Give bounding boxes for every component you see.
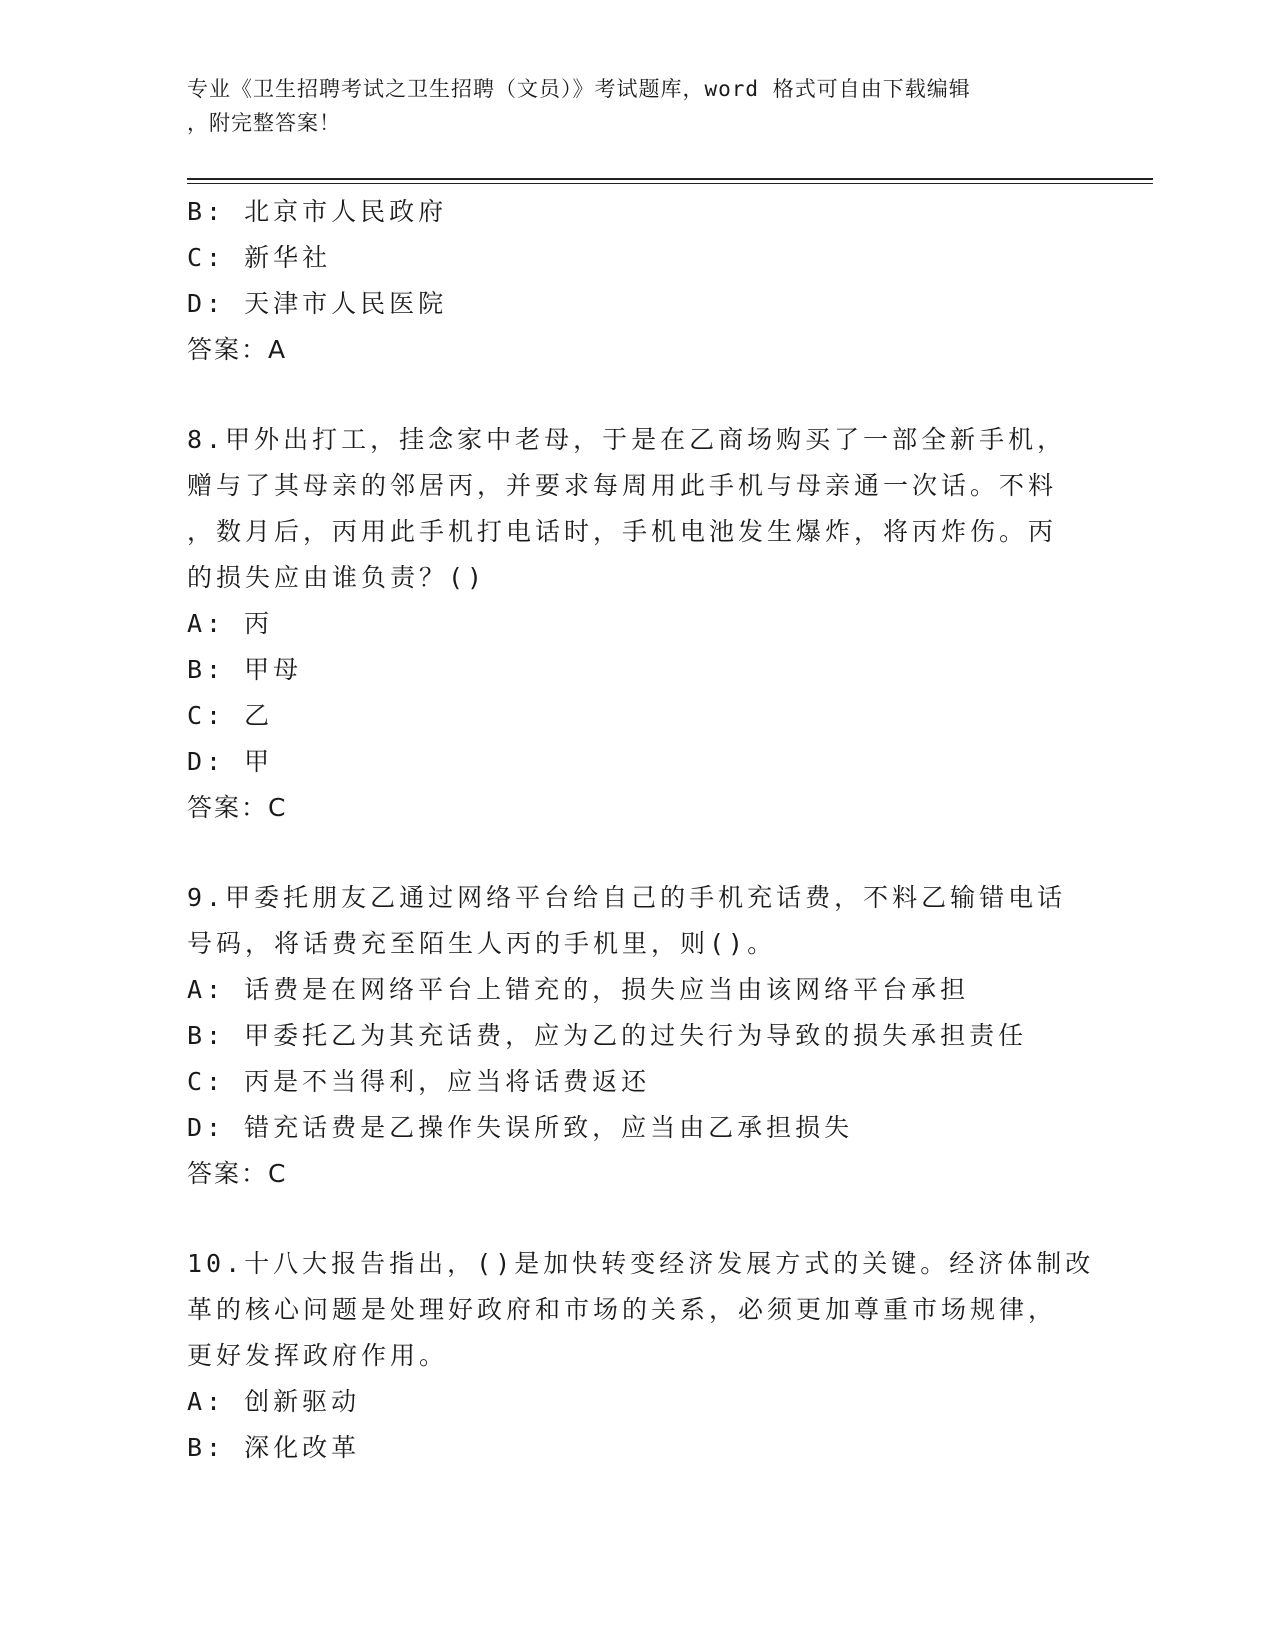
answer: 答案：C [187,1159,288,1188]
option-d: D: 错充话费是乙操作失误所致，应当由乙承担损失 [187,1113,854,1142]
question-line: 8.甲外出打工，挂念家中老母，于是在乙商场购买了一部全新手机， [187,425,1067,454]
question-9 [187,875,1087,1197]
question-text [187,1241,1095,1379]
option-b: B: 北京市人民政府 [187,197,448,226]
question-line: 号码，将话费充至陌生人丙的手机里，则()。 [187,929,777,958]
question-7-tail [187,189,1087,373]
question-line: ，数月后，丙用此手机打电话时，手机电池发生爆炸，将丙炸伤。丙 [187,517,1058,546]
option-c: C: 乙 [187,701,274,730]
option-d: D: 天津市人民医院 [187,289,448,318]
question-line: 更好发挥政府作用。 [187,1341,449,1370]
option-c: C: 新华社 [187,243,332,272]
document-header [187,72,1067,140]
option-a: A: 创新驱动 [187,1387,361,1416]
option-d: D: 甲 [187,747,274,776]
answer: 答案：C [187,793,288,822]
header-rule-thick [187,178,1153,180]
question-8 [187,417,1087,831]
question-line: 的损失应由谁负责？() [187,563,487,592]
question-line: 革的核心问题是处理好政府和市场的关系，必须更加尊重市场规律， [187,1295,1058,1324]
option-b: B: 甲母 [187,655,303,684]
option-c: C: 丙是不当得利，应当将话费返还 [187,1067,651,1096]
option-a: A: 话费是在网络平台上错充的，损失应当由该网络平台承担 [187,975,970,1004]
question-list [187,189,1095,1471]
option-b: B: 深化改革 [187,1433,361,1462]
option-b: B: 甲委托乙为其充话费，应为乙的过失行为导致的损失承担责任 [187,1021,1028,1050]
question-line: 10.十八大报告指出，()是加快转变经济发展方式的关键。经济体制改 [187,1249,1095,1278]
question-line: 赠与了其母亲的邻居丙，并要求每周用此手机与母亲通一次话。不料 [187,471,1058,500]
header-rule-thin [187,183,1153,184]
question-10 [187,1241,1095,1471]
header-line-1: 专业《卫生招聘考试之卫生招聘（文员）》考试题库，word 格式可自由下载编辑 [187,77,971,101]
question-line: 9.甲委托朋友乙通过网络平台给自己的手机充话费，不料乙输错电话 [187,883,1067,912]
answer: 答案：A [187,335,288,364]
question-text [187,417,1087,601]
option-a: A: 丙 [187,609,274,638]
header-line-2: ，附完整答案！ [187,111,341,135]
question-text [187,875,1087,967]
